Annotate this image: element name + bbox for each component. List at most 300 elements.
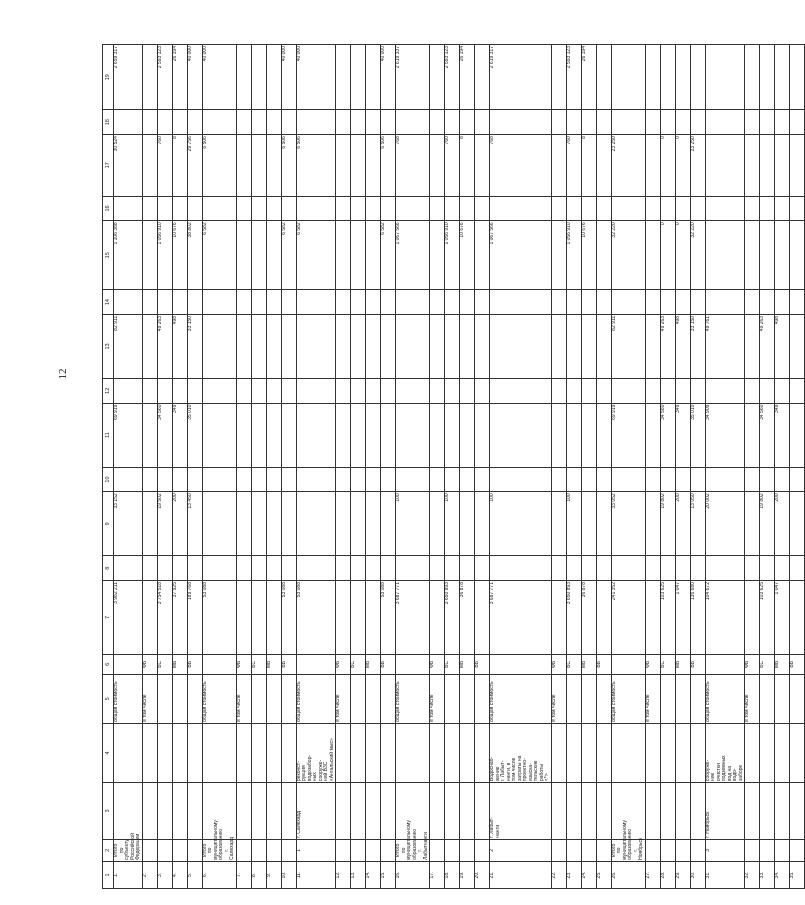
table-cell	[596, 110, 611, 135]
table-cell	[596, 783, 611, 840]
table-cell: МБ	[460, 654, 475, 674]
table-cell	[760, 110, 775, 135]
table-cell	[296, 556, 336, 581]
table-cell	[142, 314, 157, 378]
table-cell	[475, 403, 490, 467]
table-cell: 1 056 910	[157, 221, 172, 290]
table-cell	[460, 314, 475, 378]
table-cell: 36 878	[460, 581, 475, 655]
table-cell	[790, 110, 805, 135]
table-row	[396, 45, 430, 889]
table-cell	[430, 135, 445, 197]
table-cell	[251, 110, 266, 135]
table-cell	[475, 556, 490, 581]
table-cell	[760, 290, 775, 315]
table-cell	[251, 290, 266, 315]
table-cell	[660, 556, 675, 581]
table-cell	[172, 674, 187, 723]
table-cell	[645, 110, 660, 135]
table-cell: 1 067 566	[396, 221, 430, 290]
table-cell	[366, 403, 381, 467]
table-cell: МБ	[581, 654, 596, 674]
table-cell	[760, 221, 775, 290]
table-cell: в том числе	[142, 674, 157, 723]
table-cell	[566, 110, 581, 135]
table-cell	[690, 378, 705, 403]
table-cell	[366, 492, 381, 556]
table-cell	[236, 110, 251, 135]
table-cell	[551, 467, 566, 492]
table-cell: Водоснаб- жение г. Лабыт- нанги, в том числе затраты на проектно- изыска- тельские работы <*>	[490, 723, 552, 782]
table-cell: ФБ	[142, 654, 157, 674]
table-cell	[551, 556, 566, 581]
table-cell	[660, 196, 675, 221]
row-number-cell: 26.	[611, 861, 645, 888]
table-cell	[566, 723, 581, 782]
table-cell	[645, 290, 660, 315]
table-cell	[396, 378, 430, 403]
table-cell	[790, 839, 805, 861]
table-cell	[551, 492, 566, 556]
table-cell	[281, 403, 296, 467]
table-cell	[596, 674, 611, 723]
table-cell: 349	[775, 403, 790, 467]
table-cell: 20 002	[705, 492, 745, 556]
table-cell: МБ	[366, 654, 381, 674]
table-cell	[460, 467, 475, 492]
table-cell	[251, 467, 266, 492]
table-cell	[381, 467, 396, 492]
table-cell: МБ	[172, 654, 187, 674]
table-cell: 103 625	[760, 581, 775, 655]
table-row	[645, 45, 660, 889]
table-cell	[172, 378, 187, 403]
table-cell: г. Лабыт- нанги	[490, 783, 552, 840]
table-cell	[351, 581, 366, 655]
table-cell	[396, 196, 430, 221]
table-cell	[296, 110, 336, 135]
table-cell: 3 650 893	[566, 581, 581, 655]
table-cell	[760, 783, 775, 840]
column-number-cell: 18	[103, 110, 114, 135]
table-cell	[490, 556, 552, 581]
table-cell: 37 925	[172, 581, 187, 655]
table-cell	[142, 581, 157, 655]
table-cell	[690, 467, 705, 492]
table-cell: 100	[566, 492, 581, 556]
table-cell: 53 088	[296, 581, 336, 655]
table-cell	[251, 674, 266, 723]
table-cell	[281, 783, 296, 840]
table-cell	[381, 783, 396, 840]
row-number-cell: 18.	[445, 861, 460, 888]
table-cell	[645, 556, 660, 581]
table-cell: ВБ	[187, 654, 202, 674]
row-number-cell: 33.	[760, 861, 775, 888]
table-cell: 69 919	[611, 403, 645, 467]
table-cell	[660, 45, 675, 110]
row-number-cell: 32.	[745, 861, 760, 888]
table-cell: 29 756	[187, 135, 202, 197]
table-cell	[475, 674, 490, 723]
table-row	[775, 45, 790, 889]
table-cell: 0	[675, 135, 690, 197]
table-cell: 6 506	[381, 135, 396, 197]
table-cell: МБ	[775, 654, 790, 674]
table-cell: Итого по муниципальному образованию г. Лабытнанги	[395, 820, 429, 860]
table-cell: 49 263	[760, 314, 775, 378]
table-cell: 8	[460, 135, 475, 197]
table-cell	[745, 492, 760, 556]
table-cell	[475, 492, 490, 556]
table-cell	[281, 723, 296, 782]
table-cell	[645, 45, 660, 110]
table-row	[336, 45, 351, 889]
table-row	[236, 45, 251, 889]
table-cell	[596, 581, 611, 655]
table-cell	[366, 290, 381, 315]
table-cell	[202, 314, 236, 378]
table-cell	[775, 556, 790, 581]
table-cell	[266, 467, 281, 492]
table-cell: ВБ	[381, 654, 396, 674]
table-cell	[566, 196, 581, 221]
table-cell	[581, 556, 596, 581]
table-cell: 53 088	[381, 581, 396, 655]
table-cell	[581, 110, 596, 135]
table-cell: общая стоимость	[202, 674, 236, 723]
table-cell	[251, 556, 266, 581]
table-cell	[551, 723, 566, 782]
table-cell	[114, 783, 143, 840]
table-cell	[266, 581, 281, 655]
table-cell	[611, 556, 645, 581]
table-row	[690, 45, 705, 889]
table-cell	[142, 467, 157, 492]
table-cell: 10 676	[581, 221, 596, 290]
table-cell	[760, 467, 775, 492]
table-cell	[645, 581, 660, 655]
table-cell	[611, 45, 645, 110]
table-cell	[381, 403, 396, 467]
table-cell	[236, 556, 251, 581]
table-cell	[142, 45, 157, 110]
table-cell	[675, 723, 690, 782]
table-cell: 8	[581, 135, 596, 197]
table-cell: 34 560	[157, 403, 172, 467]
table-cell	[236, 839, 251, 861]
funding-table	[102, 44, 805, 889]
row-number-cell: 20.	[475, 861, 490, 888]
table-cell	[790, 467, 805, 492]
table-cell	[475, 783, 490, 840]
table-cell: 1 047	[675, 581, 690, 655]
table-cell	[775, 467, 790, 492]
table-cell	[475, 467, 490, 492]
table-cell	[202, 403, 236, 467]
table-cell: 33 150	[187, 314, 202, 378]
table-cell	[266, 110, 281, 135]
table-row	[114, 45, 143, 889]
table-cell	[351, 221, 366, 290]
table-cell: 34 560	[660, 403, 675, 467]
table-cell	[187, 467, 202, 492]
table-cell	[596, 135, 611, 197]
table-cell	[251, 723, 266, 782]
table-cell	[396, 467, 430, 492]
table-cell	[157, 839, 172, 861]
table-cell	[336, 378, 351, 403]
table-cell	[566, 839, 581, 861]
table-cell	[596, 556, 611, 581]
table-cell	[775, 196, 790, 221]
column-number-cell: 2	[103, 839, 114, 861]
table-cell	[675, 45, 690, 110]
table-cell	[281, 556, 296, 581]
table-cell	[336, 467, 351, 492]
table-cell	[690, 783, 705, 840]
table-cell	[381, 839, 396, 861]
table-cell	[445, 839, 460, 861]
table-cell	[790, 403, 805, 467]
table-row	[202, 45, 236, 889]
table-cell	[351, 403, 366, 467]
table-cell	[281, 290, 296, 315]
table-cell: сооруже- ние очистки подземных вод на водо- заборе	[705, 723, 745, 782]
table-cell: 3 754 518	[157, 581, 172, 655]
table-cell	[705, 378, 745, 403]
table-cell	[236, 467, 251, 492]
table-cell: 189 768	[187, 581, 202, 655]
table-cell	[266, 45, 281, 110]
table-cell: 40 000	[187, 45, 202, 110]
table-cell: 2 619 337	[396, 45, 430, 110]
table-cell	[336, 110, 351, 135]
table-cell: 38 802	[187, 221, 202, 290]
column-number-cell: 4	[103, 723, 114, 782]
table-cell: 760	[566, 135, 581, 197]
table-cell	[675, 783, 690, 840]
table-cell	[430, 467, 445, 492]
table-cell	[566, 783, 581, 840]
table-cell	[745, 556, 760, 581]
table-cell	[172, 110, 187, 135]
table-cell: Итого по муниципальному образованию г. Ноябрьск	[610, 820, 644, 860]
table-cell	[114, 723, 143, 782]
table-cell	[581, 403, 596, 467]
table-cell	[430, 110, 445, 135]
table-cell	[381, 196, 396, 221]
table-cell	[142, 839, 157, 861]
table-cell	[596, 290, 611, 315]
table-cell	[336, 314, 351, 378]
table-cell: 2 659 317	[114, 45, 143, 110]
table-cell: Итого по муниципальному образованию г. Салехард	[201, 820, 235, 860]
table-cell: БС	[660, 654, 675, 674]
table-cell	[551, 221, 566, 290]
document-page	[102, 44, 795, 889]
table-cell: г. Салехард	[296, 783, 336, 840]
table-cell	[430, 403, 445, 467]
table-cell	[172, 196, 187, 221]
table-cell	[236, 290, 251, 315]
table-cell	[114, 110, 143, 135]
table-cell: 23 250	[611, 135, 645, 197]
table-cell	[236, 403, 251, 467]
table-cell	[251, 378, 266, 403]
table-cell: 8	[172, 135, 187, 197]
table-cell: 13 050	[690, 492, 705, 556]
table-cell: 100	[396, 492, 430, 556]
table-cell: БС	[157, 654, 172, 674]
table-cell	[236, 314, 251, 378]
table-cell	[336, 839, 351, 861]
table-cell	[366, 674, 381, 723]
table-cell	[675, 110, 690, 135]
table-cell	[281, 110, 296, 135]
table-cell: 349	[172, 403, 187, 467]
table-row	[266, 45, 281, 889]
rotated-table-container	[102, 44, 795, 889]
table-cell: г. Ноябрьск	[705, 783, 745, 840]
table-cell	[611, 290, 645, 315]
table-cell	[236, 378, 251, 403]
table-cell	[690, 556, 705, 581]
row-number-cell: 19.	[460, 861, 475, 888]
table-cell	[611, 110, 645, 135]
table-cell	[266, 403, 281, 467]
table-cell	[581, 674, 596, 723]
table-cell	[381, 314, 396, 378]
table-cell	[430, 196, 445, 221]
table-cell	[445, 723, 460, 782]
row-number-cell: 25.	[596, 861, 611, 888]
table-cell: 19 802	[760, 492, 775, 556]
table-cell	[187, 556, 202, 581]
table-cell: 0	[675, 221, 690, 290]
table-cell	[142, 135, 157, 197]
table-cell	[202, 467, 236, 492]
table-cell	[396, 403, 430, 467]
table-cell	[114, 556, 143, 581]
table-cell	[551, 110, 566, 135]
table-cell: 3	[705, 839, 745, 861]
table-cell: 40 000	[381, 45, 396, 110]
table-cell	[460, 783, 475, 840]
table-cell	[581, 783, 596, 840]
table-cell	[336, 403, 351, 467]
table-cell	[645, 314, 660, 378]
table-cell	[745, 45, 760, 110]
table-cell	[675, 378, 690, 403]
table-row	[566, 45, 581, 889]
table-cell	[251, 45, 266, 110]
table-cell	[142, 723, 157, 782]
table-cell	[645, 403, 660, 467]
table-cell	[705, 135, 745, 197]
row-number-cell: 21.	[490, 861, 552, 888]
table-cell	[202, 654, 236, 674]
table-cell	[551, 839, 566, 861]
table-cell: 6 582	[381, 221, 396, 290]
table-cell: МБ	[675, 654, 690, 674]
table-cell	[281, 378, 296, 403]
table-cell	[475, 45, 490, 110]
column-number-cell: 5	[103, 674, 114, 723]
table-cell	[760, 674, 775, 723]
table-cell	[236, 492, 251, 556]
table-cell: 82 911	[114, 314, 143, 378]
table-row	[611, 45, 645, 889]
row-number-cell: 30.	[690, 861, 705, 888]
table-cell: 49 263	[157, 314, 172, 378]
table-cell: 35 010	[187, 403, 202, 467]
row-number-cell: 22.	[551, 861, 566, 888]
table-cell	[236, 581, 251, 655]
table-cell: 498	[775, 314, 790, 378]
column-number-cell: 17	[103, 135, 114, 197]
table-cell	[460, 556, 475, 581]
table-cell: 760	[157, 135, 172, 197]
table-cell: 30 524	[114, 135, 143, 197]
table-cell	[705, 556, 745, 581]
table-cell: 10 676	[172, 221, 187, 290]
table-cell	[745, 783, 760, 840]
table-cell	[596, 403, 611, 467]
table-cell	[336, 45, 351, 110]
row-number-cell: 10.	[281, 861, 296, 888]
table-cell	[366, 783, 381, 840]
table-cell: ВБ	[596, 654, 611, 674]
table-cell	[775, 839, 790, 861]
table-cell	[157, 110, 172, 135]
table-row	[172, 45, 187, 889]
table-cell	[775, 290, 790, 315]
table-cell	[745, 403, 760, 467]
table-cell	[690, 723, 705, 782]
table-cell: 1 106 388	[114, 221, 143, 290]
table-cell	[351, 196, 366, 221]
table-cell	[236, 221, 251, 290]
table-cell	[142, 378, 157, 403]
table-cell: 53 088	[202, 581, 236, 655]
table-cell	[475, 723, 490, 782]
table-cell	[281, 314, 296, 378]
column-number-cell: 11	[103, 403, 114, 467]
table-cell	[430, 581, 445, 655]
table-cell	[566, 314, 581, 378]
table-cell	[690, 45, 705, 110]
table-cell	[490, 378, 552, 403]
table-cell	[351, 723, 366, 782]
table-cell	[551, 135, 566, 197]
table-cell	[490, 403, 552, 467]
table-cell	[775, 110, 790, 135]
table-cell	[460, 839, 475, 861]
table-cell: 53 088	[281, 581, 296, 655]
table-row	[675, 45, 690, 889]
table-cell	[551, 783, 566, 840]
table-cell	[611, 196, 645, 221]
table-row	[660, 45, 675, 889]
table-cell	[760, 45, 775, 110]
table-cell: 40 000	[296, 45, 336, 110]
table-cell	[660, 467, 675, 492]
table-cell	[760, 135, 775, 197]
table-cell	[775, 378, 790, 403]
table-row	[366, 45, 381, 889]
table-cell	[187, 290, 202, 315]
